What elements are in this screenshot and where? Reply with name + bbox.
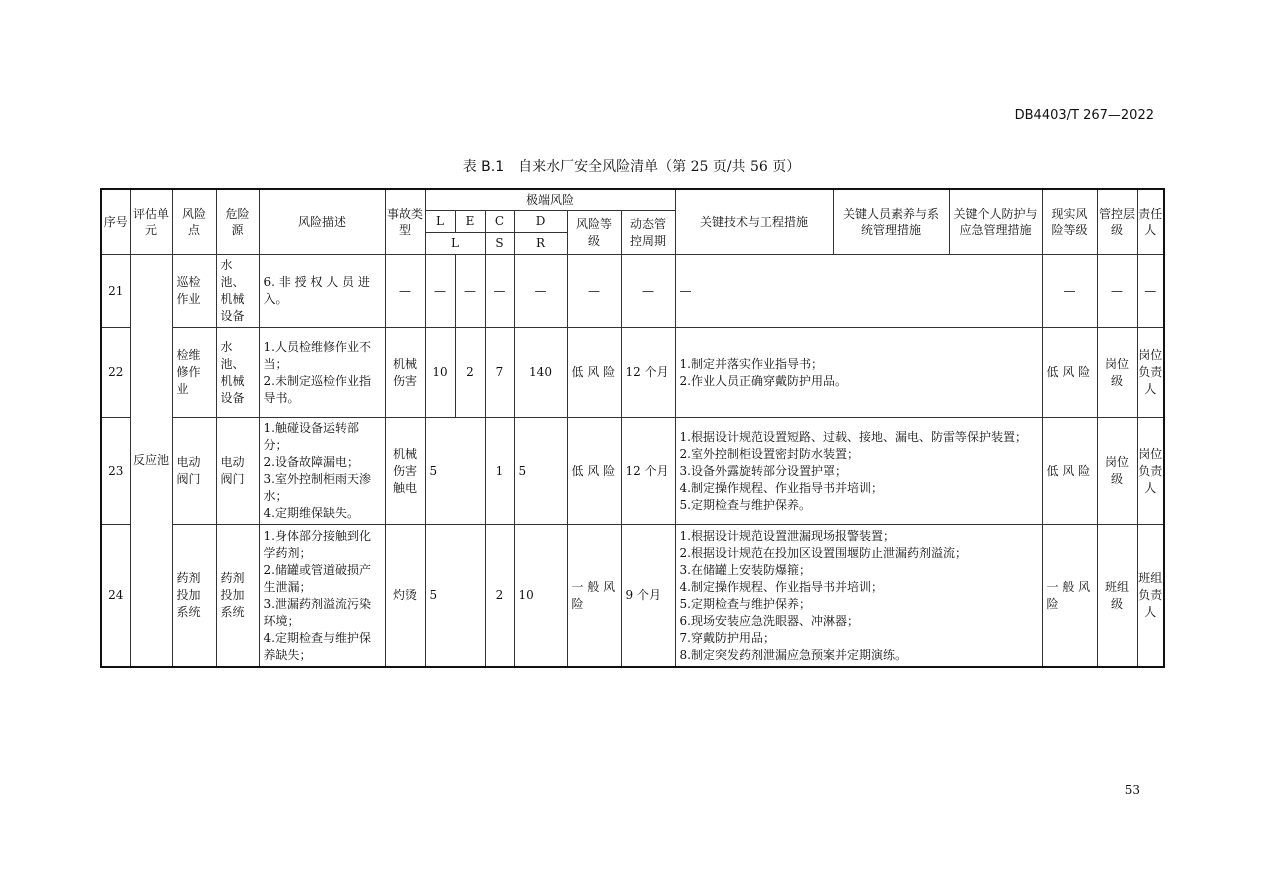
row-seq: 21 <box>101 255 130 328</box>
row-control: 班组级 <box>1097 525 1137 668</box>
header-actual: 现实风险等级 <box>1042 189 1097 255</box>
row-desc: 1.身体部分接触到化学药剂； 2.储罐或管道破损产生泄漏； 3.泄漏药剂溢流污染环境； 4.定期检查与维护保养缺失； <box>259 525 385 668</box>
row-cycle: 12 个月 <box>621 418 675 525</box>
header-extreme: 极端风险 <box>425 189 675 211</box>
row-seq: 23 <box>101 418 130 525</box>
header-accident: 事故类型 <box>385 189 425 255</box>
row-actual: 低 风 险 <box>1042 328 1097 418</box>
header-ppe: 关键个人防护与应急管理措施 <box>949 189 1042 255</box>
header-staff: 关键人员素养与系统管理措施 <box>833 189 949 255</box>
row-cycle: — <box>621 255 675 328</box>
document-number: DB4403/T 267—2022 <box>1014 108 1154 123</box>
row-level: 一 般 风险 <box>567 525 621 668</box>
row-actual: 低 风 险 <box>1042 418 1097 525</box>
row-resp: 岗位负责人 <box>1137 418 1164 525</box>
row-point: 电动阀门 <box>172 418 216 525</box>
row-c: — <box>485 255 514 328</box>
header-control: 管控层级 <box>1097 189 1137 255</box>
header-hazard: 危险源 <box>216 189 259 255</box>
page-number: 53 <box>1124 783 1140 797</box>
row-d: 5 <box>514 418 567 525</box>
row-seq: 24 <box>101 525 130 668</box>
row-point: 药剂投加系统 <box>172 525 216 668</box>
header-e: E <box>455 211 485 233</box>
row-level: — <box>567 255 621 328</box>
row-e: 2 <box>455 328 485 418</box>
header-d: D <box>514 211 567 233</box>
row-measures: 1.根据设计规范设置泄漏现场报警装置； 2.根据设计规范在投加区设置围堰防止泄漏药剂溢流； 3.在储罐上安装防爆箍； 4.制定操作规程、作业指导书并培训； 5.定期检查与维护保养； 6.现场安装应急洗眼器、冲淋器； 7.穿戴防护用品； 8.制定突发药剂泄漏应急预案并定期演练。 <box>675 525 1042 668</box>
row-l: 10 <box>425 328 455 418</box>
header-unit: 评估单元 <box>130 189 172 255</box>
row-l: — <box>425 255 455 328</box>
row-point: 检维修作业 <box>172 328 216 418</box>
table-row <box>101 328 1164 418</box>
header-l: L <box>425 211 455 233</box>
row-control: — <box>1097 255 1137 328</box>
header-c: C <box>485 211 514 233</box>
row-c: 1 <box>485 418 514 525</box>
row-hazard: 水池、机械设备 <box>216 328 259 418</box>
row-resp: 岗位负责人 <box>1137 328 1164 418</box>
row-desc: 6. 非 授 权 人 员 进 入。 <box>259 255 385 328</box>
row-accident: 机械伤害 <box>385 328 425 418</box>
header-cycle: 动态管控周期 <box>621 211 675 255</box>
row-accident: 灼烫 <box>385 525 425 668</box>
row-e: — <box>455 255 485 328</box>
row-c: 2 <box>485 525 514 668</box>
table-row <box>101 255 1164 328</box>
row-seq: 22 <box>101 328 130 418</box>
row-resp: 班组负责人 <box>1137 525 1164 668</box>
row-l: 5 <box>425 418 485 525</box>
header-tech: 关键技术与工程措施 <box>675 189 833 255</box>
row-desc: 1.触碰设备运转部分； 2.设备故障漏电； 3.室外控制柜雨天渗水； 4.定期维保缺失。 <box>259 418 385 525</box>
risk-list-table <box>100 188 1165 668</box>
row-level: 低 风 险 <box>567 328 621 418</box>
header-l2: L <box>425 233 485 255</box>
table-page-ref: （第 25 页/共 56 页） <box>658 159 801 175</box>
row-level: 低 风 险 <box>567 418 621 525</box>
table-row <box>101 418 1164 525</box>
row-resp: — <box>1137 255 1164 328</box>
row-actual: 一 般 风险 <box>1042 525 1097 668</box>
row-measures: 1.根据设计规范设置短路、过载、接地、漏电、防雷等保护装置； 2.室外控制柜设置密封防水装置； 3.设备外露旋转部分设置护罩； 4.制定操作规程、作业指导书并培训； 5.定期检查与维护保养。 <box>675 418 1042 525</box>
header-resp: 责任人 <box>1137 189 1164 255</box>
row-l: 5 <box>425 525 485 668</box>
header-s: S <box>485 233 514 255</box>
header-seq: 序号 <box>101 189 130 255</box>
row-hazard: 水池、机械设备 <box>216 255 259 328</box>
row-c: 7 <box>485 328 514 418</box>
row-point: 巡检作业 <box>172 255 216 328</box>
unit-name: 反应池 <box>130 255 172 668</box>
row-desc: 1.人员检维修作业不当； 2.未制定巡检作业指导书。 <box>259 328 385 418</box>
row-d: 140 <box>514 328 567 418</box>
row-cycle: 12 个月 <box>621 328 675 418</box>
header-point: 风险点 <box>172 189 216 255</box>
header-row-1 <box>101 189 1164 211</box>
table-title <box>0 156 1263 176</box>
header-r: R <box>514 233 567 255</box>
row-control: 岗位级 <box>1097 418 1137 525</box>
header-desc: 风险描述 <box>259 189 385 255</box>
row-hazard: 电动阀门 <box>216 418 259 525</box>
row-measures: — <box>675 255 1042 328</box>
row-control: 岗位级 <box>1097 328 1137 418</box>
row-cycle: 9 个月 <box>621 525 675 668</box>
row-d: — <box>514 255 567 328</box>
row-hazard: 药剂投加系统 <box>216 525 259 668</box>
row-accident: 机械伤害触电 <box>385 418 425 525</box>
table-row <box>101 525 1164 668</box>
row-actual: — <box>1042 255 1097 328</box>
row-accident: — <box>385 255 425 328</box>
row-measures: 1.制定并落实作业指导书； 2.作业人员正确穿戴防护用品。 <box>675 328 1042 418</box>
row-d: 10 <box>514 525 567 668</box>
table-title-label: 表 B.1 自来水厂安全风险清单 <box>462 159 659 175</box>
header-level: 风险等级 <box>567 211 621 255</box>
